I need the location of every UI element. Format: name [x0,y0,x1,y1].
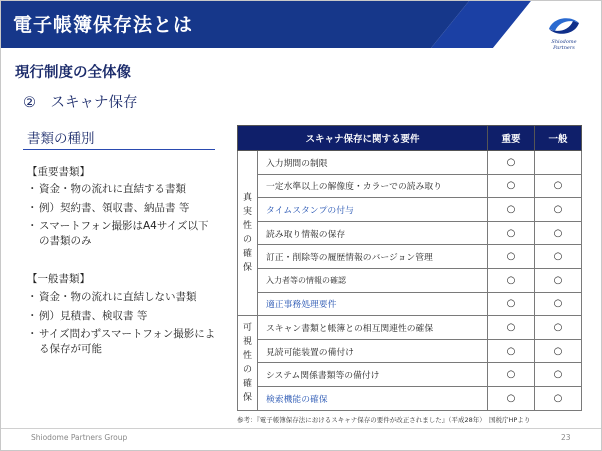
requirement-label: 検索機能の確保 [258,386,488,410]
reference-note: 参考：『電子帳簿保存法におけるスキャナ保存の要件が改正されました』（平成28年） 国税庁HPより [237,416,531,424]
general-docs-heading: 【一般書類】 [27,273,90,285]
requirement-label: 一定水準以上の解像度・カラーでの読み取り [258,174,488,198]
list-item: ・ 資金・物の流れに直結しない書類 [27,291,197,303]
important-docs-list [27,182,217,252]
category-visibility: 可 視 性 の 確 保 [238,316,258,410]
page-number: 23 [561,433,571,442]
general-mark: ○ [535,386,582,410]
requirement-label: 訂正・削除等の履歴情報のバージョン管理 [258,245,488,269]
page-title: 電子帳簿保存法とは [13,14,194,36]
table-header-row [238,126,582,151]
footer-company: Shiodome Partners Group [31,433,128,442]
table-row [238,221,582,245]
important-mark: ○ [488,151,535,175]
logo-mark-icon [541,13,587,39]
list-item: ・ 例）見積書、検収書 等 [27,309,148,322]
important-mark: ○ [488,339,535,363]
requirement-label: システム関係書類等の備付け [258,363,488,387]
general-mark: ○ [535,339,582,363]
important-mark: ○ [488,268,535,292]
section-title: ② スキャナ保存 [23,95,138,111]
important-mark: ○ [488,174,535,198]
table-row [238,339,582,363]
table-row [238,268,582,292]
general-mark [535,151,582,175]
requirements-table [237,125,582,411]
header-general: 一般 [535,126,582,151]
bullet-icon: ・ [27,183,38,195]
general-mark: ○ [535,174,582,198]
general-mark: ○ [535,221,582,245]
bullet-icon: ・ [27,328,38,340]
important-mark: ○ [488,292,535,316]
requirement-label: スキャン書類と帳簿との相互関連性の確保 [258,316,488,340]
types-divider [23,149,215,150]
bullet-icon: ・ [27,309,38,322]
logo-text: Shiodome Partners [551,39,577,51]
bullet-icon: ・ [27,291,38,303]
list-item: ・ サイズ問わずスマートフォン撮影による保存が可能 [27,328,216,355]
table-row [238,198,582,222]
list-item: ・ スマートフォン撮影はA4サイズ以下の書類のみ [27,220,209,247]
header-requirement: スキャナ保存に関する要件 [238,126,488,151]
requirement-label: 入力者等の情報の確認 [258,268,488,292]
table-row [238,292,582,316]
important-mark: ○ [488,363,535,387]
table-row [238,151,582,175]
general-mark: ○ [535,292,582,316]
general-mark: ○ [535,268,582,292]
company-logo [541,13,587,51]
table-row [238,316,582,340]
requirement-label: 入力期間の制限 [258,151,488,175]
important-mark: ○ [488,221,535,245]
header-important: 重要 [488,126,535,151]
category-authenticity: 真 実 性 の 確 保 [238,151,258,316]
general-mark: ○ [535,245,582,269]
general-mark: ○ [535,198,582,222]
general-mark: ○ [535,363,582,387]
bullet-icon: ・ [27,220,38,232]
important-mark: ○ [488,198,535,222]
table-row [238,363,582,387]
footer-divider [1,428,601,429]
important-mark: ○ [488,245,535,269]
requirement-label: 見読可能装置の備付け [258,339,488,363]
types-heading: 書類の種別 [27,131,95,147]
table-row [238,386,582,410]
requirement-label: 適正事務処理要件 [258,292,488,316]
important-mark: ○ [488,316,535,340]
list-item: ・ 資金・物の流れに直結する書類 [27,183,186,195]
bullet-icon: ・ [27,201,38,214]
subtitle: 現行制度の全体像 [15,65,131,81]
requirement-label: 読み取り情報の保存 [258,221,488,245]
list-item: ・ 例）契約書、領収書、納品書 等 [27,201,190,214]
important-mark: ○ [488,386,535,410]
general-docs-list [27,290,217,360]
requirement-label: タイムスタンプの付与 [258,198,488,222]
important-docs-heading: 【重要書類】 [27,166,90,178]
general-mark: ○ [535,316,582,340]
table-row [238,174,582,198]
table-row [238,245,582,269]
